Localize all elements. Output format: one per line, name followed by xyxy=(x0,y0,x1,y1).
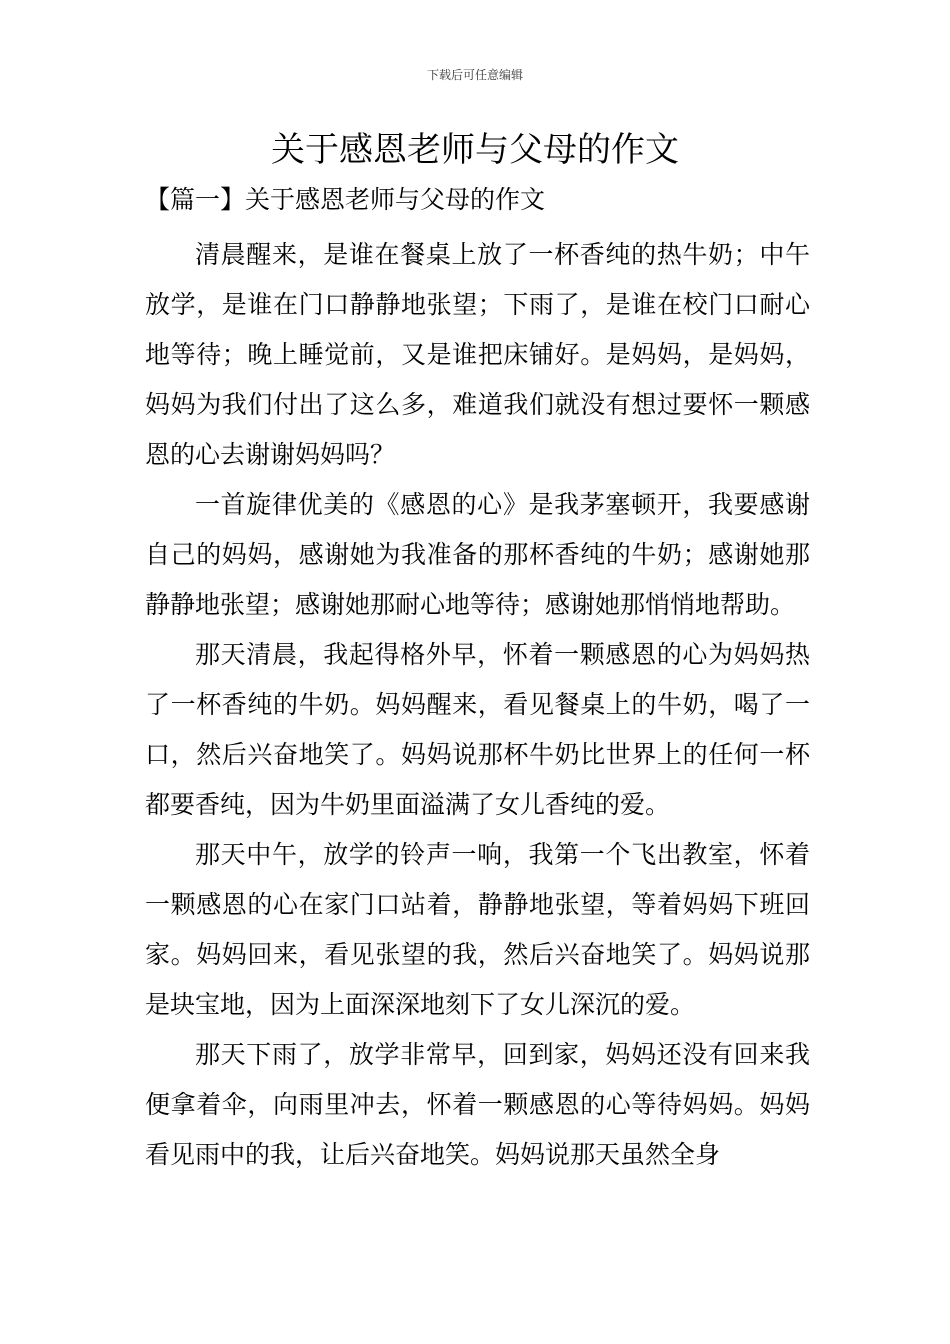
section-heading: 【篇一】关于感恩老师与父母的作文 xyxy=(145,185,546,214)
paragraph: 清晨醒来，是谁在餐桌上放了一杯香纯的热牛奶；中午放学，是谁在门口静静地张望；下雨了，是谁在校门口耐心地等待；晚上睡觉前，又是谁把床铺好。是妈妈，是妈妈，妈妈为我们付出了这么多，难道我们就没有想过要怀一颗感恩的心去谢谢妈妈吗？ xyxy=(145,240,810,469)
document-body xyxy=(145,230,810,1180)
paragraph: 那天清晨，我起得格外早，怀着一颗感恩的心为妈妈热了一杯香纯的牛奶。妈妈醒来，看见餐桌上的牛奶，喝了一口，然后兴奋地笑了。妈妈说那杯牛奶比世界上的任何一杯都要香纯，因为牛奶里面溢满了女儿香纯的爱。 xyxy=(145,640,810,819)
document-title: 关于感恩老师与父母的作文 xyxy=(271,130,679,170)
paragraph: 那天下雨了，放学非常早，回到家，妈妈还没有回来我便拿着伞，向雨里冲去，怀着一颗感恩的心等待妈妈。妈妈看见雨中的我，让后兴奋地笑。妈妈说那天虽然全身 xyxy=(145,1040,810,1169)
paragraph: 那天中午，放学的铃声一响，我第一个飞出教室，怀着一颗感恩的心在家门口站着，静静地张望，等着妈妈下班回家。妈妈回来，看见张望的我，然后兴奋地笑了。妈妈说那是块宝地，因为上面深深地刻下了女儿深沉的爱。 xyxy=(145,840,810,1019)
page-header-note: 下载后可任意编辑 xyxy=(426,68,523,82)
paragraph: 一首旋律优美的《感恩的心》是我茅塞顿开，我要感谢自己的妈妈，感谢她为我准备的那杯香纯的牛奶；感谢她那静静地张望；感谢她那耐心地等待；感谢她那悄悄地帮助。 xyxy=(145,490,810,619)
